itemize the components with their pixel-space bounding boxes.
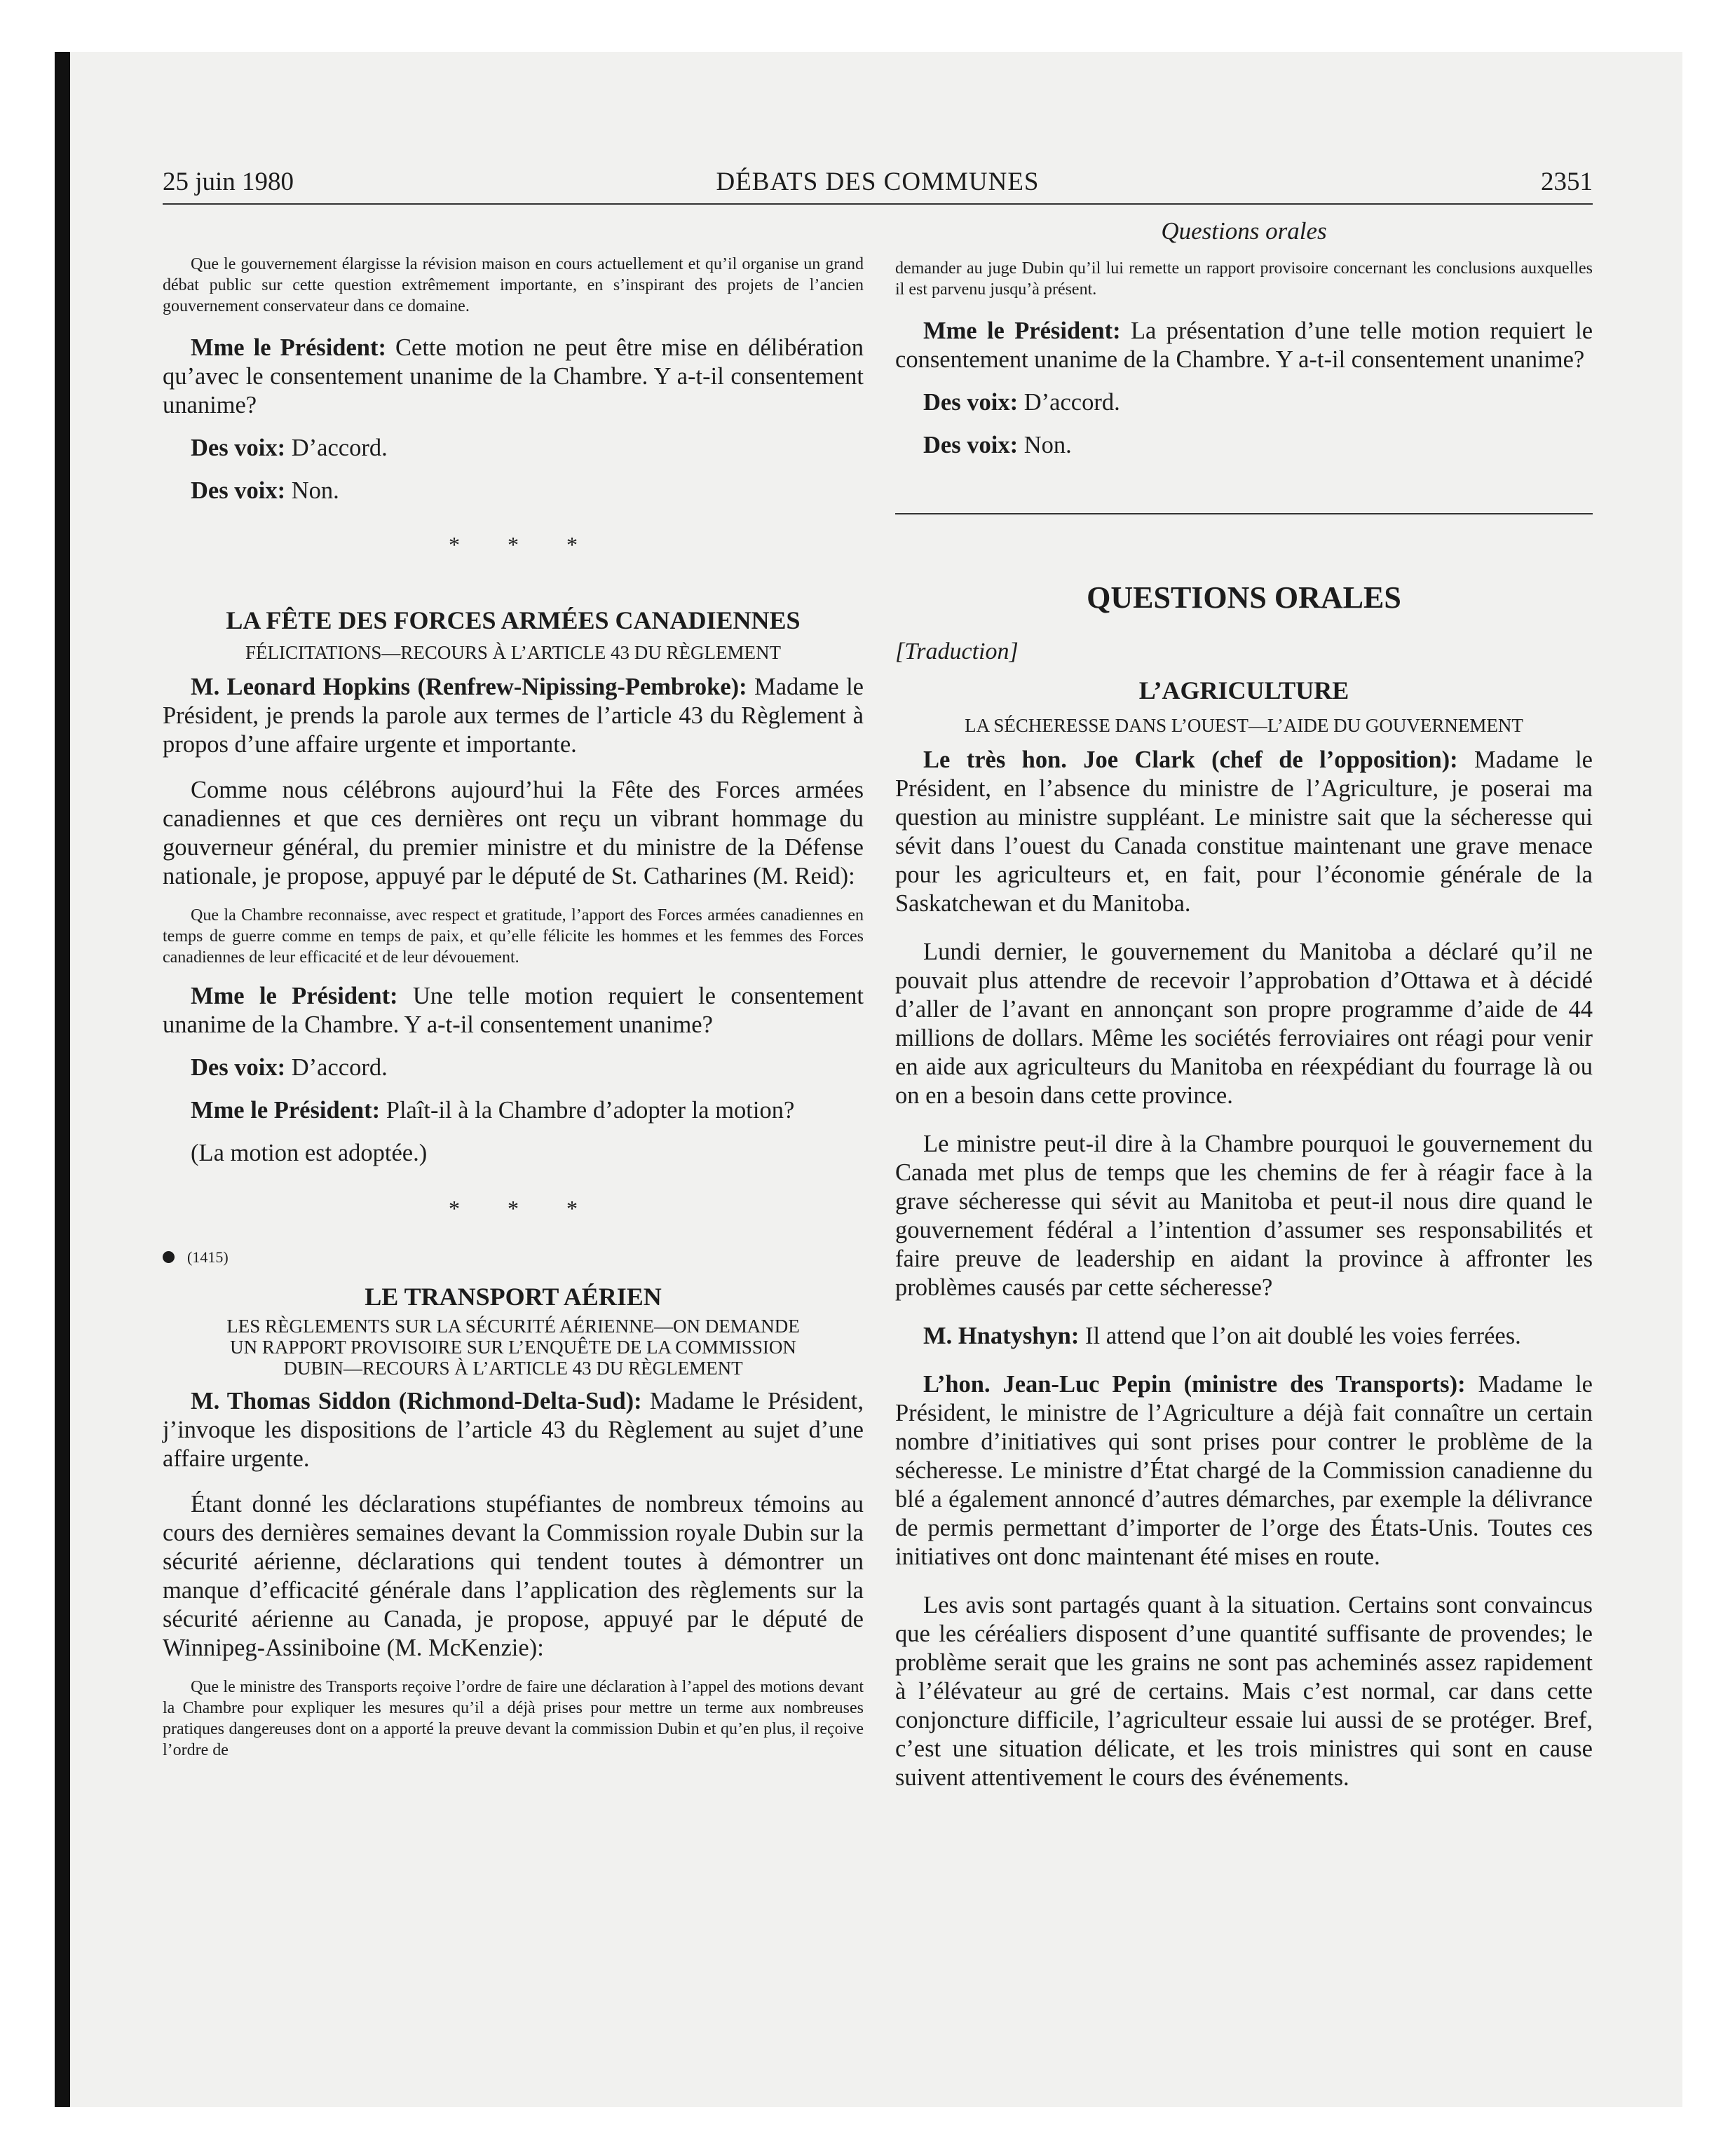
motion-text: demander au juge Dubin qu’il lui remette un rapport provisoire concernant les conclusions auxquelles il est parvenu jusqu’à présent. (895, 259, 1593, 299)
paragraph: Le ministre peut-il dire à la Chambre pourquoi le gouvernement du Canada met plus de temps que les chemins de fer à réagir face à la grave sécheresse qui sévit au Manitoba et peut-il nous dire quand le gouvernement fédéral a l’intention d’assumer ses responsabilités et faire preuve de leadership en aidant la province à affronter les problèmes causés par cette sécheresse? (895, 1131, 1593, 1301)
time-marker: (1415) (163, 1247, 864, 1268)
section-subtitle: UN RAPPORT PROVISOIRE SUR L’ENQUÊTE DE LA COMMISSION (230, 1337, 796, 1358)
section-subtitle: FÉLICITATIONS—RECOURS À L’ARTICLE 43 DU RÈGLEMENT (245, 642, 781, 663)
paragraph: (La motion est adoptée.) (191, 1140, 428, 1166)
binding-edge (55, 52, 70, 2107)
section-title: LE TRANSPORT AÉRIEN (365, 1283, 662, 1311)
paragraph: Des voix: D’accord. (191, 1054, 388, 1081)
paragraph: L’hon. Jean-Luc Pepin (ministre des Transports): Madame le Président, le ministre de l’Agriculture a déjà fait connaître un certain nombre d’initiatives qui sont prises pour contrer le problème de la sécheresse. Le ministre d’État chargé de la Commission canadienne du blé a également annoncé d’autres démarches, par exemple la délivrance de permis permettant d’importer de l’orge des États-Unis. Toutes ces initiatives ont donc maintenant été mises en route. (895, 1371, 1593, 1570)
paragraph: Lundi dernier, le gouvernement du Manitoba a déclaré qu’il ne pouvait plus attendre de recevoir l’approbation d’Ottawa et à décidé d’aller de l’avant en annonçant son propre programme d’aide de 44 millions de dollars. Même les sociétés ferroviaires ont réagi pour venir en aide aux agriculteurs du Manitoba en réexpédiant du fourrage là ou on en a besoin dans cette province. (895, 939, 1593, 1109)
speaker: M. Thomas Siddon (Richmond-Delta-Sud): (191, 1388, 642, 1414)
paragraph: Étant donné les déclarations stupéfiantes de nombreux témoins au cours des dernières semaines devant la Commission royale Dubin sur la sécurité aérienne, déclarations qui tendent toutes à démontrer un manque d’efficacité générale dans l’application des règlements sur la sécurité aérienne au Canada, je propose, appuyé par le député de Winnipeg-Assiniboine (M. McKenzie): (163, 1491, 864, 1661)
paragraph: Des voix: Non. (923, 432, 1072, 458)
section-subtitle: DUBIN—RECOURS À L’ARTICLE 43 DU RÈGLEMENT (283, 1358, 743, 1379)
paragraph: Mme le Président: La présentation d’une telle motion requiert le consentement unanime de la Chambre. Y a-t-il consentement unanime? (895, 318, 1593, 373)
speaker: Mme le Président: (191, 983, 398, 1009)
paragraph: M. Hnatyshyn: Il attend que l’on ait doublé les voies ferrées. (923, 1323, 1521, 1349)
header-page-number: 2351 (1541, 168, 1593, 196)
speaker: Mme le Président: (191, 1097, 381, 1124)
speaker: M. Leonard Hopkins (Renfrew-Nipissing-Pembroke): (191, 674, 747, 700)
motion-text: Que la Chambre reconnaisse, avec respect et gratitude, l’apport des Forces armées canadiennes en temps de guerre comme en temps de paix, et qu’elle félicite les hommes et les femmes des Forces canadiennes de leur efficacité et de leur dévouement. (163, 906, 864, 967)
paragraph: Des voix: D’accord. (191, 435, 388, 461)
speaker: M. Hnatyshyn: (923, 1323, 1080, 1349)
speaker: Des voix: (191, 477, 286, 504)
speaker: Des voix: (191, 435, 286, 461)
motion-text: Que le ministre des Transports reçoive l’ordre de faire une déclaration à l’appel des motions devant la Chambre pour expliquer les mesures qu’il a déjà prises pour mettre un terme aux nombreuses pratiques dangereuses dont on a apporté la preuve devant la commission Dubin et qu’en plus, il reçoive l’ordre de (163, 1678, 864, 1759)
section-title: L’AGRICULTURE (1138, 676, 1349, 704)
right-column (895, 210, 1593, 1792)
header-title: DÉBATS DES COMMUNES (716, 168, 1040, 196)
speaker: Mme le Président: (923, 318, 1121, 344)
section-title: LA FÊTE DES FORCES ARMÉES CANADIENNES (226, 606, 801, 634)
speaker: Le très hon. Joe Clark (chef de l’opposition): (923, 746, 1458, 773)
speaker: Mme le Président: (191, 334, 386, 361)
speaker: L’hon. Jean-Luc Pepin (ministre des Transports): (923, 1371, 1466, 1398)
translation-note: [Traduction] (895, 639, 1019, 664)
paragraph: M. Thomas Siddon (Richmond-Delta-Sud): Madame le Président, j’invoque les dispositions de l’article 43 du Règlement au sujet d’une affaire urgente. (163, 1388, 864, 1472)
bullet-icon (163, 1251, 175, 1263)
left-column (163, 210, 864, 1761)
section-separator: * * * (449, 532, 599, 557)
paragraph: Mme le Président: Une telle motion requiert le consentement unanime de la Chambre. Y a-t-il consentement unanime? (163, 983, 864, 1038)
section-rule (895, 513, 1593, 514)
header-date: 25 juin 1980 (163, 168, 294, 196)
paragraph: Le très hon. Joe Clark (chef de l’opposition): Madame le Président, en l’absence du ministre de l’Agriculture, je poserai ma question au ministre suppléant. Le ministre sait que la sécheresse qui sévit dans l’ouest du Canada constitue maintenant une grave menace pour les agriculteurs et, en fait, pour l’économie générale de la Saskatchewan et du Manitoba. (895, 746, 1593, 917)
paragraph: Mme le Président: Cette motion ne peut être mise en délibération qu’avec le consentement unanime de la Chambre. Y a-t-il consentement unanime? (163, 334, 864, 418)
section-subtitle: LA SÉCHERESSE DANS L’OUEST—L’AIDE DU GOUVERNEMENT (965, 715, 1523, 736)
column-head: Questions orales (1161, 217, 1327, 245)
paragraph: Des voix: D’accord. (923, 389, 1120, 416)
section-main-title: QUESTIONS ORALES (1087, 580, 1401, 615)
paragraph: M. Leonard Hopkins (Renfrew-Nipissing-Pembroke): Madame le Président, je prends la parole aux termes de l’article 43 du Règlement à propos d’une affaire urgente et importante. (163, 674, 864, 758)
section-separator: * * * (449, 1196, 599, 1221)
speaker: Des voix: (923, 432, 1019, 458)
speaker: Des voix: (923, 389, 1019, 416)
paragraph: Comme nous célébrons aujourd’hui la Fête des Forces armées canadiennes et que ces dernières ont reçu un vibrant hommage du gouverneur général, du premier ministre et du ministre de la Défense nationale, je propose, appuyé par le député de St. Catharines (M. Reid): (163, 777, 864, 889)
paragraph: Des voix: Non. (191, 477, 339, 504)
paragraph: Mme le Président: Plaît-il à la Chambre d’adopter la motion? (191, 1097, 795, 1124)
running-header (163, 163, 1593, 205)
speaker: Des voix: (191, 1054, 286, 1081)
paragraph: Les avis sont partagés quant à la situation. Certains sont convaincus que les céréaliers disposent d’une quantité suffisante de provendes; le problème serait que les grains ne sont pas acheminés assez rapidement à l’élévateur au gré de certains. Mais c’est normal, car dans cette conjoncture difficile, l’agriculteur essaie lui aussi de se protéger. Bref, c’est une situation délicate, et les trois ministres qui sont en cause suivent attentivement le cours des événements. (895, 1592, 1593, 1791)
motion-text: Que le gouvernement élargisse la révision maison en cours actuellement et qu’il organise un grand débat public sur cette question extrêmement importante, en s’inspirant des projets de l’ancien gouvernement conservateur dans ce domaine. (163, 255, 864, 315)
section-subtitle: LES RÈGLEMENTS SUR LA SÉCURITÉ AÉRIENNE—ON DEMANDE (226, 1316, 800, 1337)
